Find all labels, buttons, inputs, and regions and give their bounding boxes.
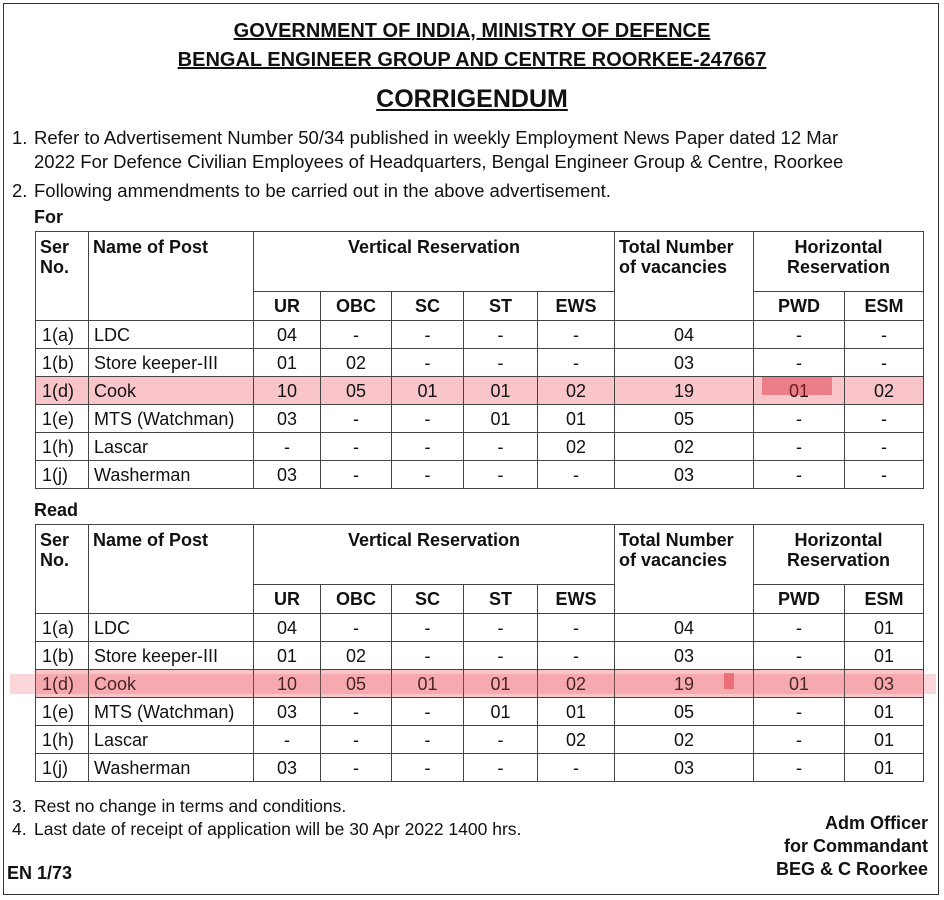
ews-cell: -: [538, 321, 615, 349]
pwd-cell: -: [754, 405, 845, 433]
sc-cell: 01: [392, 377, 464, 405]
ur-cell: 04: [254, 614, 321, 642]
ews-cell: 01: [538, 405, 615, 433]
pwd-cell: -: [754, 321, 845, 349]
st-cell: 01: [464, 377, 538, 405]
paragraph-3: [12, 796, 346, 817]
st-cell: -: [464, 321, 538, 349]
ur-cell: 03: [254, 698, 321, 726]
post-cell: Washerman: [89, 754, 254, 782]
total-vacancies-header: Total Number of vacancies: [615, 525, 754, 614]
ur-cell: 03: [254, 461, 321, 489]
total-cell: 04: [615, 321, 754, 349]
sc-cell: -: [392, 614, 464, 642]
paragraph-1-line-2: 2022 For Defence Civilian Employees of Headquarters, Bengal Engineer Group & Centre, Roorkee: [34, 151, 844, 172]
pwd-cell: -: [754, 461, 845, 489]
total-cell: 04: [615, 614, 754, 642]
paragraph-1-line-1: [12, 126, 838, 150]
vertical-reservation-header: Vertical Reservation: [254, 232, 615, 292]
ur-cell: 03: [254, 754, 321, 782]
vertical-reservation-header: Vertical Reservation: [254, 525, 615, 585]
st-cell: -: [464, 461, 538, 489]
total-cell: 03: [615, 754, 754, 782]
ur-cell: 10: [254, 377, 321, 405]
total-cell: 05: [615, 698, 754, 726]
paragraph-4: [12, 819, 521, 840]
horizontal-reservation-header: Horizontal Reservation: [754, 525, 924, 585]
paragraph-4-number: 4.: [12, 819, 27, 839]
highlighter-mark-small: [724, 673, 734, 689]
total-cell: 02: [615, 726, 754, 754]
obc-cell: -: [321, 433, 392, 461]
obc-cell: -: [321, 461, 392, 489]
total-cell: 19: [615, 670, 754, 698]
sc-header: SC: [392, 292, 464, 321]
st-header: ST: [464, 292, 538, 321]
sc-cell: -: [392, 698, 464, 726]
total-cell: 19: [615, 377, 754, 405]
esm-cell: -: [845, 461, 924, 489]
sc-cell: -: [392, 754, 464, 782]
pwd-cell: 01: [754, 670, 845, 698]
ews-cell: 02: [538, 377, 615, 405]
highlighter-mark: [762, 377, 832, 395]
ews-cell: 01: [538, 698, 615, 726]
header-organisation: BENGAL ENGINEER GROUP AND CENTRE ROORKEE-247667: [177, 49, 767, 71]
st-cell: -: [464, 433, 538, 461]
post-cell: LDC: [89, 614, 254, 642]
st-cell: 01: [464, 405, 538, 433]
sc-cell: -: [392, 461, 464, 489]
st-cell: -: [464, 614, 538, 642]
post-cell: Store keeper-III: [89, 349, 254, 377]
ser-cell: 1(j): [36, 461, 89, 489]
ur-header: UR: [254, 292, 321, 321]
ur-cell: 01: [254, 349, 321, 377]
esm-header: ESM: [845, 292, 924, 321]
table-row: [36, 321, 924, 349]
table-row: [36, 405, 924, 433]
obc-cell: -: [321, 726, 392, 754]
ser-cell: 1(d): [36, 670, 89, 698]
obc-cell: -: [321, 698, 392, 726]
pwd-cell: -: [754, 642, 845, 670]
total-cell: 03: [615, 349, 754, 377]
table-row: [36, 349, 924, 377]
paragraph-4-text: Last date of receipt of application will be 30 Apr 2022 1400 hrs.: [34, 819, 522, 839]
pwd-cell: -: [754, 698, 845, 726]
ews-cell: -: [538, 614, 615, 642]
st-cell: -: [464, 349, 538, 377]
sc-cell: -: [392, 726, 464, 754]
obc-header: OBC: [321, 585, 392, 614]
ews-cell: -: [538, 461, 615, 489]
st-cell: -: [464, 726, 538, 754]
ews-cell: 02: [538, 433, 615, 461]
read-label: Read: [34, 500, 79, 520]
signatory-for: for Commandant: [784, 836, 928, 856]
ur-cell: 03: [254, 405, 321, 433]
post-cell: Store keeper-III: [89, 642, 254, 670]
st-cell: 01: [464, 670, 538, 698]
sc-cell: -: [392, 349, 464, 377]
post-cell: Cook: [89, 377, 254, 405]
pwd-header: PWD: [754, 292, 845, 321]
esm-cell: -: [845, 349, 924, 377]
ser-cell: 1(a): [36, 614, 89, 642]
esm-cell: -: [845, 433, 924, 461]
sc-cell: -: [392, 642, 464, 670]
sc-cell: -: [392, 321, 464, 349]
obc-cell: -: [321, 754, 392, 782]
ews-header: EWS: [538, 292, 615, 321]
obc-cell: -: [321, 321, 392, 349]
ur-cell: 10: [254, 670, 321, 698]
highlighter-stroke: [10, 674, 936, 694]
esm-cell: 01: [845, 754, 924, 782]
table-row: [36, 461, 924, 489]
ews-cell: -: [538, 754, 615, 782]
sc-cell: -: [392, 433, 464, 461]
post-cell: MTS (Watchman): [89, 405, 254, 433]
horizontal-reservation-header: Horizontal Reservation: [754, 232, 924, 292]
paragraph-3-number: 3.: [12, 796, 27, 816]
table-row: [36, 614, 924, 642]
sc-cell: 01: [392, 670, 464, 698]
ser-cell: 1(h): [36, 726, 89, 754]
total-cell: 03: [615, 642, 754, 670]
esm-cell: 03: [845, 670, 924, 698]
paragraph-2: [12, 179, 611, 203]
pwd-cell: -: [754, 754, 845, 782]
table-row: [36, 433, 924, 461]
st-header: ST: [464, 585, 538, 614]
signatory-title: Adm Officer: [824, 813, 928, 833]
esm-cell: -: [845, 321, 924, 349]
esm-header: ESM: [845, 585, 924, 614]
ser-cell: 1(j): [36, 754, 89, 782]
ser-no-header: Ser No.: [36, 232, 89, 321]
esm-cell: -: [845, 405, 924, 433]
ews-cell: -: [538, 642, 615, 670]
ur-cell: -: [254, 726, 321, 754]
obc-cell: 02: [321, 642, 392, 670]
table-row: [36, 642, 924, 670]
esm-cell: 01: [845, 698, 924, 726]
post-cell: MTS (Watchman): [89, 698, 254, 726]
paragraph-1-text-1: Refer to Advertisement Number 50/34 published in weekly Employment News Paper dated 12 Mar: [34, 127, 839, 148]
obc-cell: 05: [321, 377, 392, 405]
st-cell: -: [464, 642, 538, 670]
esm-cell: 01: [845, 642, 924, 670]
for-label: For: [34, 207, 63, 227]
esm-cell: 01: [845, 726, 924, 754]
pwd-cell: -: [754, 349, 845, 377]
header-ministry: GOVERNMENT OF INDIA, MINISTRY OF DEFENCE: [233, 20, 711, 42]
total-cell: 02: [615, 433, 754, 461]
ser-cell: 1(h): [36, 433, 89, 461]
table-header-row: [36, 525, 924, 585]
post-cell: Lascar: [89, 433, 254, 461]
sc-cell: -: [392, 405, 464, 433]
total-vacancies-header: Total Number of vacancies: [615, 232, 754, 321]
ser-cell: 1(e): [36, 405, 89, 433]
ews-cell: -: [538, 349, 615, 377]
paragraph-1-number: 1.: [12, 127, 28, 148]
st-cell: 01: [464, 698, 538, 726]
signature-block: [776, 812, 928, 881]
ews-cell: 02: [538, 726, 615, 754]
ser-cell: 1(b): [36, 642, 89, 670]
ser-cell: 1(e): [36, 698, 89, 726]
ur-cell: 01: [254, 642, 321, 670]
obc-cell: 02: [321, 349, 392, 377]
post-cell: Lascar: [89, 726, 254, 754]
name-of-post-header: Name of Post: [89, 232, 254, 321]
ser-no-header: Ser No.: [36, 525, 89, 614]
total-cell: 05: [615, 405, 754, 433]
esm-cell: 01: [845, 614, 924, 642]
ser-cell: 1(d): [36, 377, 89, 405]
esm-cell: 02: [845, 377, 924, 405]
ews-cell: 02: [538, 670, 615, 698]
page-title: CORRIGENDUM: [376, 85, 568, 113]
pwd-cell: -: [754, 614, 845, 642]
for-vacancy-table: [35, 231, 924, 489]
st-cell: -: [464, 754, 538, 782]
pwd-cell: -: [754, 726, 845, 754]
table-row: [36, 726, 924, 754]
ews-header: EWS: [538, 585, 615, 614]
ser-cell: 1(a): [36, 321, 89, 349]
ser-cell: 1(b): [36, 349, 89, 377]
employment-news-code: EN 1/73: [7, 863, 73, 883]
obc-header: OBC: [321, 292, 392, 321]
paragraph-3-text: Rest no change in terms and conditions.: [34, 796, 347, 816]
post-cell: LDC: [89, 321, 254, 349]
paragraph-2-text: Following ammendments to be carried out in the above advertisement.: [34, 180, 611, 201]
table-header-row: [36, 232, 924, 292]
sc-header: SC: [392, 585, 464, 614]
pwd-cell: 01: [754, 377, 845, 405]
obc-cell: -: [321, 405, 392, 433]
name-of-post-header: Name of Post: [89, 525, 254, 614]
table-row: [36, 754, 924, 782]
post-cell: Cook: [89, 670, 254, 698]
obc-cell: -: [321, 614, 392, 642]
pwd-header: PWD: [754, 585, 845, 614]
ur-cell: 04: [254, 321, 321, 349]
table-row: [36, 698, 924, 726]
ur-header: UR: [254, 585, 321, 614]
signatory-unit: BEG & C Roorkee: [775, 859, 928, 879]
read-vacancy-table: [35, 524, 924, 782]
pwd-cell: -: [754, 433, 845, 461]
post-cell: Washerman: [89, 461, 254, 489]
total-cell: 03: [615, 461, 754, 489]
obc-cell: 05: [321, 670, 392, 698]
ur-cell: -: [254, 433, 321, 461]
paragraph-2-number: 2.: [12, 180, 28, 201]
